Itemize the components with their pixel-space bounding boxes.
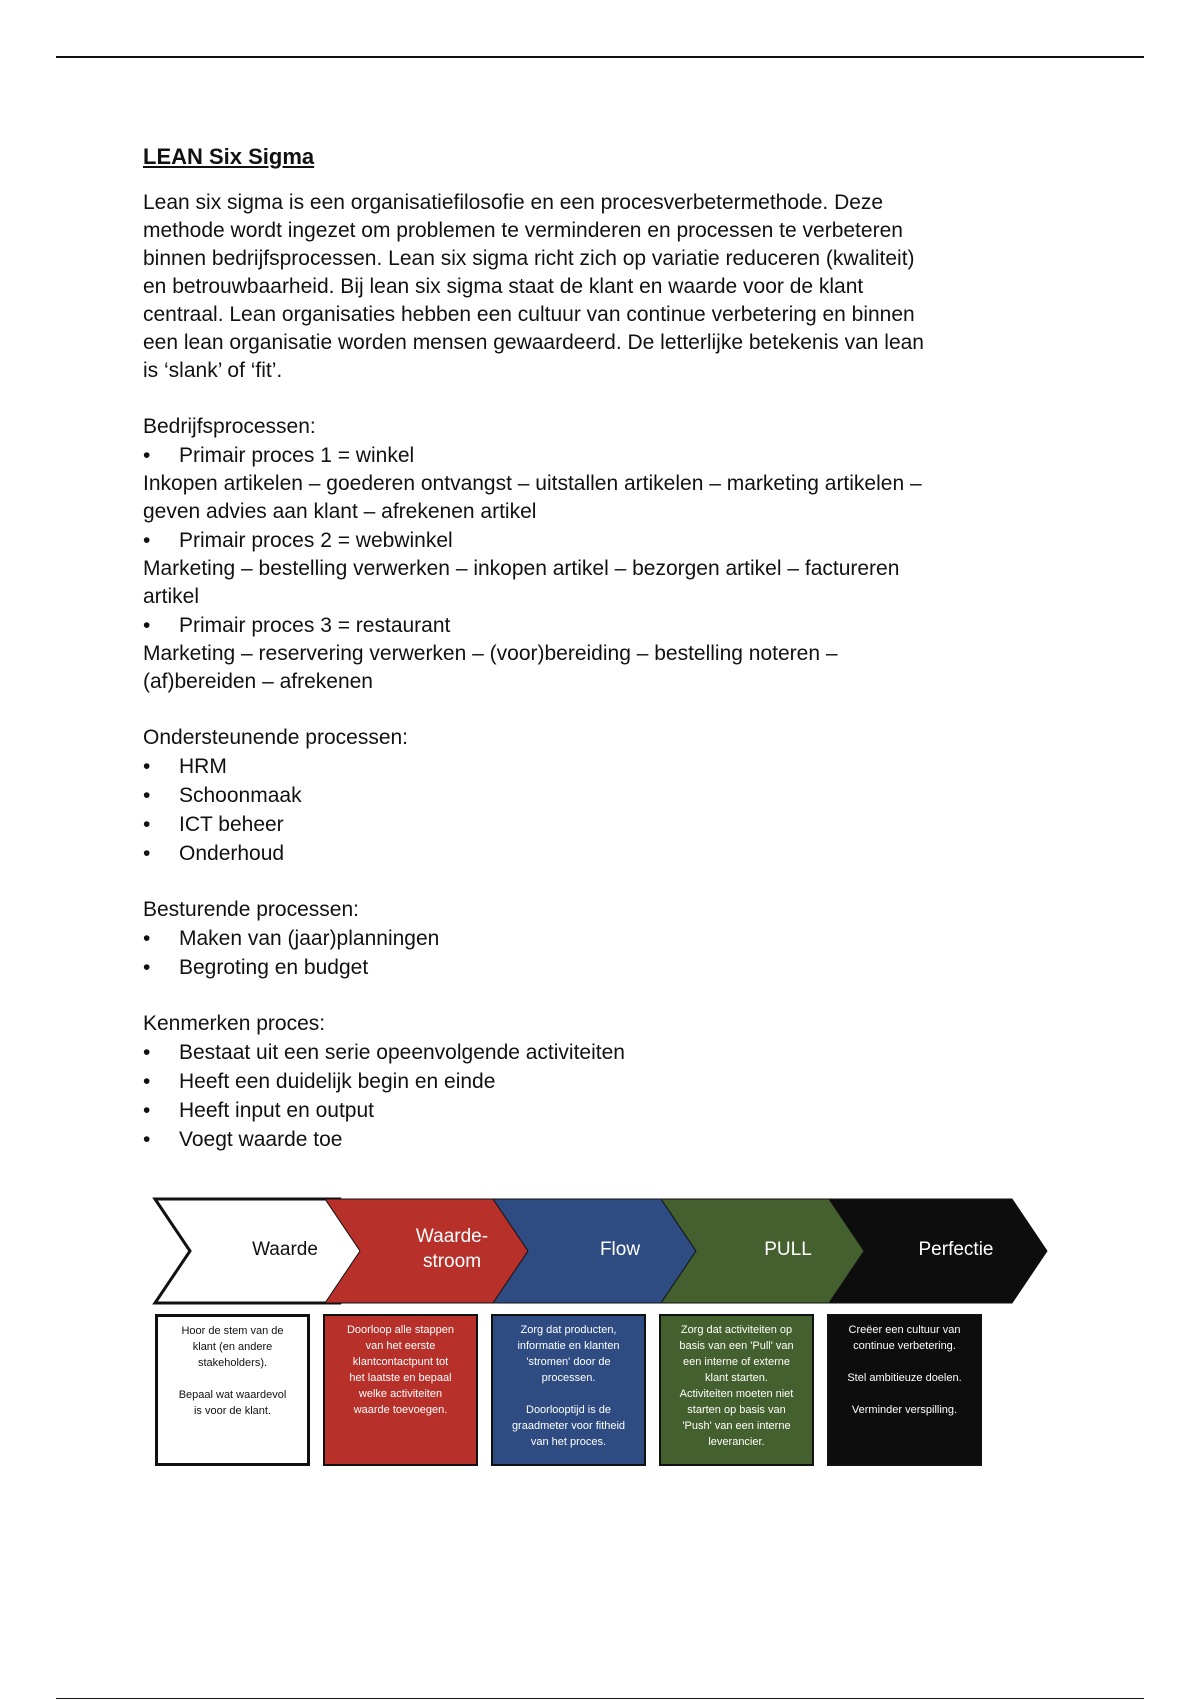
bottom-rule	[56, 1698, 1144, 1699]
section-kenmerken	[143, 1010, 1063, 1154]
list-item: • Voegt waarde toe	[143, 1125, 1063, 1154]
description-text: Doorloop alle stappen van het eerste klantcontactpunt tot het laatste en bepaal welke activiteiten waarde toevoegen.	[346, 1324, 455, 1416]
description-box	[323, 1314, 478, 1466]
intro-line: centraal. Lean organisaties hebben een cultuur van continue verbetering en binnen	[143, 303, 915, 326]
description-text: Hoor de stem van de klant (en andere stakeholders).	[181, 1325, 284, 1369]
intro-line: methode wordt ingezet om problemen te verminderen en processen te verbeteren	[143, 219, 903, 242]
section-bedrijfsprocessen	[143, 413, 1063, 696]
list-item: • Primair proces 2 = webwinkel	[143, 526, 1063, 555]
description-text: Zorg dat activiteiten op basis van een 'Pull' van een interne of externe klant starten. Activiteiten moeten niet starten op basis van 'Push' van een interne leverancier.	[679, 1324, 794, 1448]
section-ondersteunend	[143, 724, 1063, 868]
list-item: • Bestaat uit een serie opeenvolgende activiteiten	[143, 1038, 1063, 1067]
intro-paragraph	[143, 189, 1063, 385]
description-text: Stel ambitieuze doelen. Verminder verspilling.	[847, 1372, 962, 1416]
intro-line: en betrouwbaarheid. Bij lean six sigma staat de klant en waarde voor de klant	[143, 275, 864, 298]
description-box	[155, 1314, 310, 1466]
process-steps: geven advies aan klant – afrekenen artikel	[143, 500, 537, 523]
list-item: • Maken van (jaar)planningen	[143, 924, 1063, 953]
intro-line: is ‘slank’ of ‘fit’.	[143, 359, 283, 382]
description-box	[491, 1314, 646, 1466]
list-item: • Schoonmaak	[143, 781, 1063, 810]
process-steps: (af)bereiden – afrekenen	[143, 670, 373, 693]
list-item: • Primair proces 3 = restaurant	[143, 611, 1063, 640]
list-item: • Begroting en budget	[143, 953, 1063, 982]
list-item: • HRM	[143, 752, 1063, 781]
intro-line: Lean six sigma is een organisatiefilosofie en een procesverbetermethode. Deze	[143, 191, 884, 214]
intro-line: een lean organisatie worden mensen gewaardeerd. De letterlijke betekenis van lean	[143, 331, 924, 354]
description-text: Doorlooptijd is de graadmeter voor fitheid van het proces.	[511, 1404, 626, 1448]
description-text: Creëer een cultuur van continue verbetering.	[848, 1324, 961, 1352]
section-label: Bedrijfsprocessen:	[143, 415, 316, 438]
process-steps: artikel	[143, 585, 200, 608]
description-box	[659, 1314, 814, 1466]
section-besturend	[143, 896, 1063, 982]
intro-line: binnen bedrijfsprocessen. Lean six sigma richt zich op variatie reduceren (kwaliteit)	[143, 247, 915, 270]
lean-principles-diagram	[150, 1196, 1050, 1471]
list-item: • Heeft een duidelijk begin en einde	[143, 1067, 1063, 1096]
section-label: Ondersteunende processen:	[143, 726, 409, 749]
process-steps: Marketing – reservering verwerken – (voor)bereiding – bestelling noteren –	[143, 642, 838, 665]
page-title: LEAN Six Sigma	[143, 144, 315, 169]
list-item: • Heeft input en output	[143, 1096, 1063, 1125]
section-label: Besturende processen:	[143, 898, 359, 921]
chevron-label: Perfectie	[918, 1238, 994, 1260]
document-body	[143, 143, 1063, 1154]
chevron-label: Waarde	[252, 1238, 318, 1260]
list-item: • Onderhoud	[143, 839, 1063, 868]
description-text: Bepaal wat waardevol is voor de klant.	[178, 1389, 287, 1417]
list-item: • ICT beheer	[143, 810, 1063, 839]
list-item: • Primair proces 1 = winkel	[143, 441, 1063, 470]
process-steps: Marketing – bestelling verwerken – inkopen artikel – bezorgen artikel – factureren	[143, 557, 900, 580]
process-steps: Inkopen artikelen – goederen ontvangst – uitstallen artikelen – marketing artikelen –	[143, 472, 922, 495]
section-label: Kenmerken proces:	[143, 1012, 326, 1035]
description-box	[827, 1314, 982, 1466]
top-rule	[56, 56, 1144, 58]
chevron-label: PULL	[764, 1238, 812, 1260]
chevron-label: Waarde- stroom	[415, 1226, 489, 1272]
description-text: Zorg dat producten, informatie en klanten 'stromen' door de processen.	[517, 1324, 620, 1384]
chevron-label: Flow	[599, 1238, 641, 1260]
